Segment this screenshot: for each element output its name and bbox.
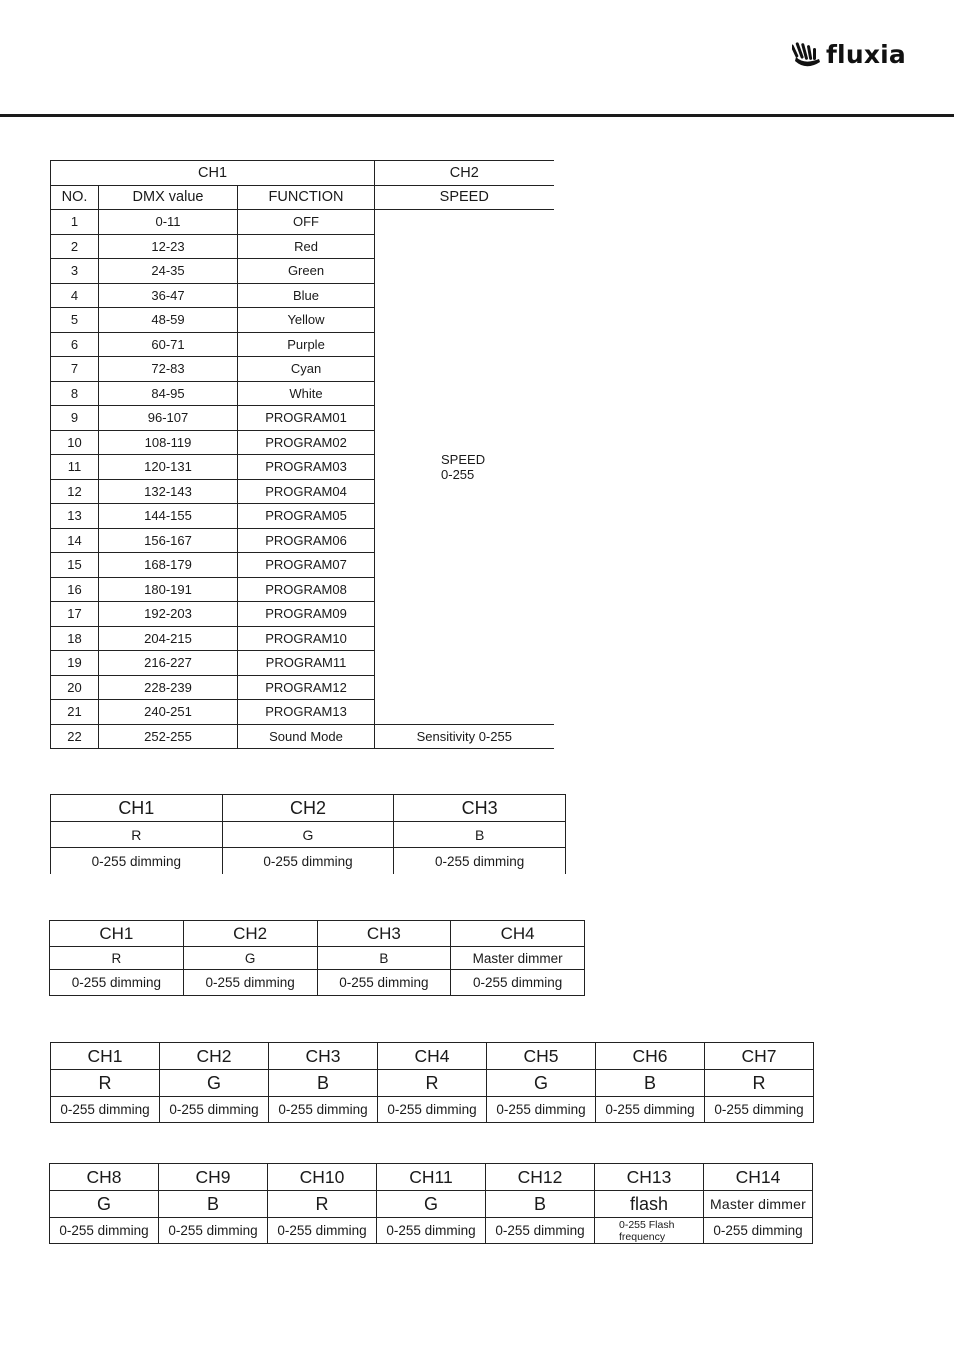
channel-label: CH3 xyxy=(269,1043,378,1070)
channel-color: B xyxy=(269,1070,378,1097)
sensitivity-cell: Sensitivity 0-255 xyxy=(375,724,554,749)
channel-range: 0-255 dimming xyxy=(317,970,451,996)
row-dmx-value: 144-155 xyxy=(99,504,238,529)
row-dmx-value: 12-23 xyxy=(99,234,238,259)
row-dmx-value: 60-71 xyxy=(99,332,238,357)
row-function: Purple xyxy=(238,332,375,357)
row-no: 8 xyxy=(51,381,99,406)
channel-color: Master dimmer xyxy=(704,1191,813,1218)
row-function: PROGRAM08 xyxy=(238,577,375,602)
row-function: Sound Mode xyxy=(238,724,375,749)
channel-color: G xyxy=(222,822,394,848)
row-dmx-value: 36-47 xyxy=(99,283,238,308)
dmx-function-table xyxy=(50,160,554,749)
row-function: Green xyxy=(238,259,375,284)
channel-range: 0-255 dimming xyxy=(51,1097,160,1123)
channel-label: CH4 xyxy=(451,921,585,947)
channel-label: CH2 xyxy=(160,1043,269,1070)
row-no: 6 xyxy=(51,332,99,357)
row-dmx-value: 180-191 xyxy=(99,577,238,602)
row-function: Blue xyxy=(238,283,375,308)
row-function: PROGRAM05 xyxy=(238,504,375,529)
row-function: PROGRAM09 xyxy=(238,602,375,627)
row-no: 7 xyxy=(51,357,99,382)
channel-range: 0-255 dimming xyxy=(268,1218,377,1244)
channel-color: B xyxy=(596,1070,705,1097)
channel-label: CH6 xyxy=(596,1043,705,1070)
row-dmx-value: 252-255 xyxy=(99,724,238,749)
channel-color: G xyxy=(377,1191,486,1218)
brand-name: fluxia xyxy=(825,40,906,69)
row-function: PROGRAM06 xyxy=(238,528,375,553)
channel-color: R xyxy=(51,1070,160,1097)
row-dmx-value: 132-143 xyxy=(99,479,238,504)
channel-color: flash xyxy=(595,1191,704,1218)
col-speed-header: SPEED xyxy=(375,185,554,210)
channel-range: 0-255 dimming xyxy=(222,848,394,875)
row-dmx-value: 216-227 xyxy=(99,651,238,676)
row-no: 15 xyxy=(51,553,99,578)
channel-range: 0-255 dimming xyxy=(705,1097,814,1123)
channel-label: CH5 xyxy=(487,1043,596,1070)
row-no: 10 xyxy=(51,430,99,455)
row-function: Yellow xyxy=(238,308,375,333)
channel-color: G xyxy=(160,1070,269,1097)
channel-range: 0-255 dimming xyxy=(51,848,223,875)
col-function-header: FUNCTION xyxy=(238,185,375,210)
row-function: PROGRAM01 xyxy=(238,406,375,431)
row-function: PROGRAM12 xyxy=(238,675,375,700)
row-dmx-value: 48-59 xyxy=(99,308,238,333)
channel-label: CH13 xyxy=(595,1164,704,1191)
row-no: 9 xyxy=(51,406,99,431)
channel-range: 0-255 dimming xyxy=(486,1218,595,1244)
channel-range: 0-255 dimming xyxy=(50,970,184,996)
channel-color: R xyxy=(378,1070,487,1097)
channel-color: R xyxy=(705,1070,814,1097)
col-no-header: NO. xyxy=(51,185,99,210)
channel-color: B xyxy=(394,822,566,848)
channel-label: CH14 xyxy=(704,1164,813,1191)
table-row xyxy=(51,724,554,749)
row-dmx-value: 204-215 xyxy=(99,626,238,651)
row-no: 17 xyxy=(51,602,99,627)
four-channel-table xyxy=(49,920,585,996)
channel-range: 0-255 dimming xyxy=(377,1218,486,1244)
row-dmx-value: 156-167 xyxy=(99,528,238,553)
row-no: 20 xyxy=(51,675,99,700)
row-function: PROGRAM02 xyxy=(238,430,375,455)
channel-label: CH1 xyxy=(51,795,223,822)
channel-color: R xyxy=(50,947,184,970)
channel-label: CH12 xyxy=(486,1164,595,1191)
channel-label: CH8 xyxy=(50,1164,159,1191)
speed-range: 0-255 xyxy=(441,466,475,482)
channel-range: 0-255 dimming xyxy=(378,1097,487,1123)
channel-label: CH3 xyxy=(394,795,566,822)
row-no: 21 xyxy=(51,700,99,725)
channel-label: CH9 xyxy=(159,1164,268,1191)
channel-color: G xyxy=(183,947,317,970)
row-no: 13 xyxy=(51,504,99,529)
row-no: 2 xyxy=(51,234,99,259)
row-no: 14 xyxy=(51,528,99,553)
channel-table-1-7 xyxy=(50,1042,814,1123)
channel-label: CH10 xyxy=(268,1164,377,1191)
row-no: 22 xyxy=(51,724,99,749)
row-dmx-value: 168-179 xyxy=(99,553,238,578)
channel-range: 0-255 dimming xyxy=(160,1097,269,1123)
channel-color: G xyxy=(50,1191,159,1218)
row-function: Red xyxy=(238,234,375,259)
ch1-header: CH1 xyxy=(51,161,375,186)
channel-color: Master dimmer xyxy=(451,947,585,970)
channel-range: 0-255 dimming xyxy=(269,1097,378,1123)
channel-range: 0-255 Flash frequency xyxy=(595,1218,704,1244)
channel-color: R xyxy=(268,1191,377,1218)
row-dmx-value: 72-83 xyxy=(99,357,238,382)
row-dmx-value: 96-107 xyxy=(99,406,238,431)
row-dmx-value: 240-251 xyxy=(99,700,238,725)
row-no: 1 xyxy=(51,210,99,235)
row-function: White xyxy=(238,381,375,406)
page-header xyxy=(0,0,954,118)
row-no: 12 xyxy=(51,479,99,504)
channel-label: CH4 xyxy=(378,1043,487,1070)
channel-range: 0-255 dimming xyxy=(596,1097,705,1123)
row-no: 18 xyxy=(51,626,99,651)
channel-range: 0-255 dimming xyxy=(487,1097,596,1123)
stacked-arcs-hand-icon xyxy=(792,41,822,69)
row-no: 5 xyxy=(51,308,99,333)
channel-range: 0-255 dimming xyxy=(394,848,566,875)
speed-range-cell xyxy=(375,210,554,725)
row-function: PROGRAM04 xyxy=(238,479,375,504)
channel-color: B xyxy=(486,1191,595,1218)
speed-label: SPEED xyxy=(441,451,486,467)
row-no: 11 xyxy=(51,455,99,480)
row-function: OFF xyxy=(238,210,375,235)
row-dmx-value: 228-239 xyxy=(99,675,238,700)
ch2-header: CH2 xyxy=(375,161,554,186)
row-function: Cyan xyxy=(238,357,375,382)
channel-label: CH1 xyxy=(50,921,184,947)
channel-range: 0-255 dimming xyxy=(704,1218,813,1244)
channel-color: R xyxy=(51,822,223,848)
brand-logo xyxy=(792,40,906,69)
row-function: PROGRAM11 xyxy=(238,651,375,676)
row-no: 16 xyxy=(51,577,99,602)
channel-range: 0-255 dimming xyxy=(159,1218,268,1244)
row-function: PROGRAM07 xyxy=(238,553,375,578)
row-function: PROGRAM03 xyxy=(238,455,375,480)
channel-range: 0-255 dimming xyxy=(183,970,317,996)
header-rule xyxy=(0,114,954,117)
channel-range: 0-255 dimming xyxy=(451,970,585,996)
row-dmx-value: 0-11 xyxy=(99,210,238,235)
col-dmx-header: DMX value xyxy=(99,185,238,210)
row-no: 19 xyxy=(51,651,99,676)
channel-table-8-14 xyxy=(49,1163,813,1244)
row-function: PROGRAM13 xyxy=(238,700,375,725)
channel-label: CH2 xyxy=(222,795,394,822)
channel-color: B xyxy=(317,947,451,970)
row-dmx-value: 24-35 xyxy=(99,259,238,284)
channel-label: CH11 xyxy=(377,1164,486,1191)
row-dmx-value: 84-95 xyxy=(99,381,238,406)
row-no: 4 xyxy=(51,283,99,308)
channel-range: 0-255 dimming xyxy=(50,1218,159,1244)
channel-label: CH1 xyxy=(51,1043,160,1070)
table-row xyxy=(51,210,554,235)
channel-label: CH2 xyxy=(183,921,317,947)
channel-color: B xyxy=(159,1191,268,1218)
row-dmx-value: 120-131 xyxy=(99,455,238,480)
row-function: PROGRAM10 xyxy=(238,626,375,651)
row-dmx-value: 108-119 xyxy=(99,430,238,455)
row-no: 3 xyxy=(51,259,99,284)
channel-label: CH7 xyxy=(705,1043,814,1070)
row-dmx-value: 192-203 xyxy=(99,602,238,627)
channel-label: CH3 xyxy=(317,921,451,947)
channel-color: G xyxy=(487,1070,596,1097)
three-channel-table xyxy=(50,794,566,874)
